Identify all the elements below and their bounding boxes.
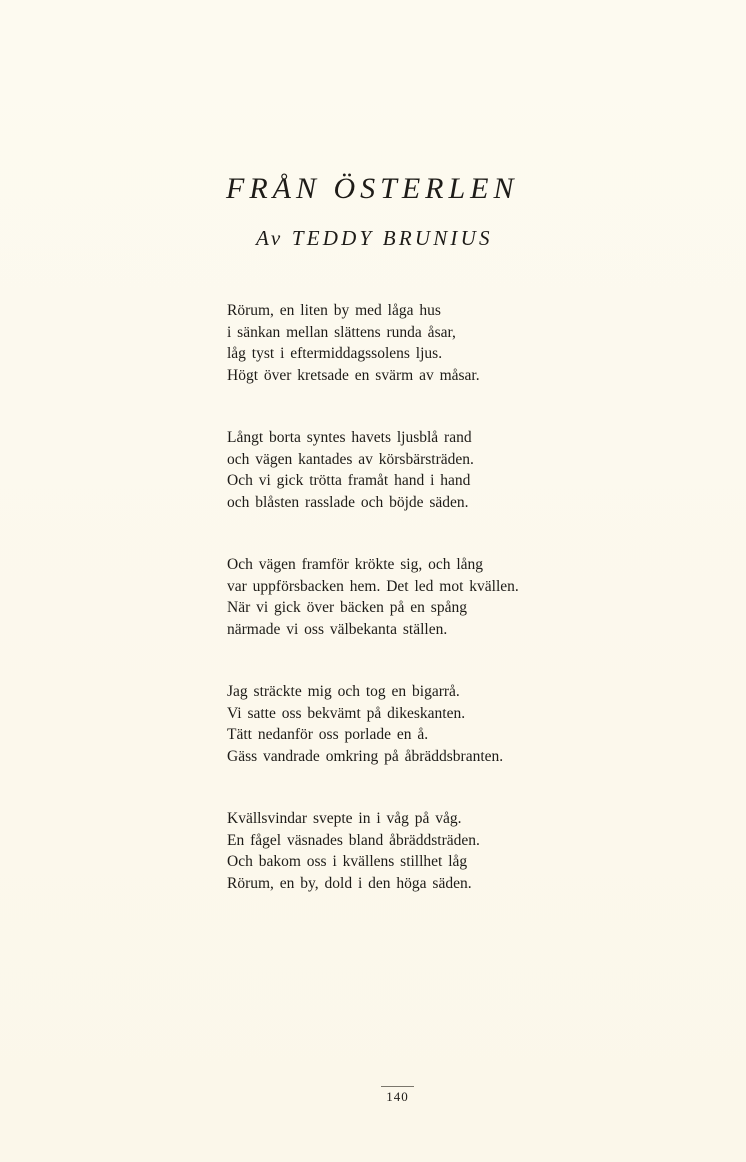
poem-line: Högt över kretsade en svärm av måsar. <box>227 366 480 384</box>
poem-line: Gäss vandrade omkring på åbräddsbranten. <box>227 747 504 765</box>
poem-body <box>227 300 647 935</box>
poem-line: och blåsten rasslade och böjde säden. <box>227 493 469 511</box>
poem-line: Vi satte oss bekvämt på dikeskanten. <box>227 704 466 722</box>
poem-line: Jag sträckte mig och tog en bigarrå. <box>227 683 460 700</box>
poem-line: Tätt nedanför oss porlade en å. <box>227 726 429 743</box>
poem-line: En fågel väsnades bland åbräddsträden. <box>227 831 480 849</box>
poem-line: Och vägen framför krökte sig, och lång <box>227 556 484 573</box>
stanza <box>227 681 647 767</box>
stanza <box>227 427 647 513</box>
stanza <box>227 300 647 386</box>
author-byline: Av TEDDY BRUNIUS <box>256 226 493 250</box>
page-number: 140 <box>381 1086 414 1105</box>
poem-line: i sänkan mellan slättens runda åsar, <box>227 323 456 341</box>
poem-line: var uppförsbacken hem. Det led mot kvällen. <box>227 577 519 595</box>
poem-line: När vi gick över bäcken på en spång <box>227 599 467 616</box>
stanza <box>227 554 647 640</box>
poem-line: Långt borta syntes havets ljusblå rand <box>227 429 472 446</box>
poem-line: Kvällsvindar svepte in i våg på våg. <box>227 810 462 827</box>
poem-line: Rörum, en liten by med låga hus <box>227 302 441 319</box>
poem-line: Och vi gick trötta framåt hand i hand <box>227 472 471 489</box>
poem-line: Rörum, en by, dold i den höga säden. <box>227 874 472 892</box>
poem-title: FRÅN ÖSTERLEN <box>226 172 519 205</box>
poem-line: närmade vi oss välbekanta ställen. <box>227 620 448 638</box>
poem-line: och vägen kantades av körsbärsträden. <box>227 450 474 468</box>
poem-line: låg tyst i eftermiddagssolens ljus. <box>227 345 443 362</box>
stanza <box>227 808 647 894</box>
poem-line: Och bakom oss i kvällens stillhet låg <box>227 853 468 870</box>
